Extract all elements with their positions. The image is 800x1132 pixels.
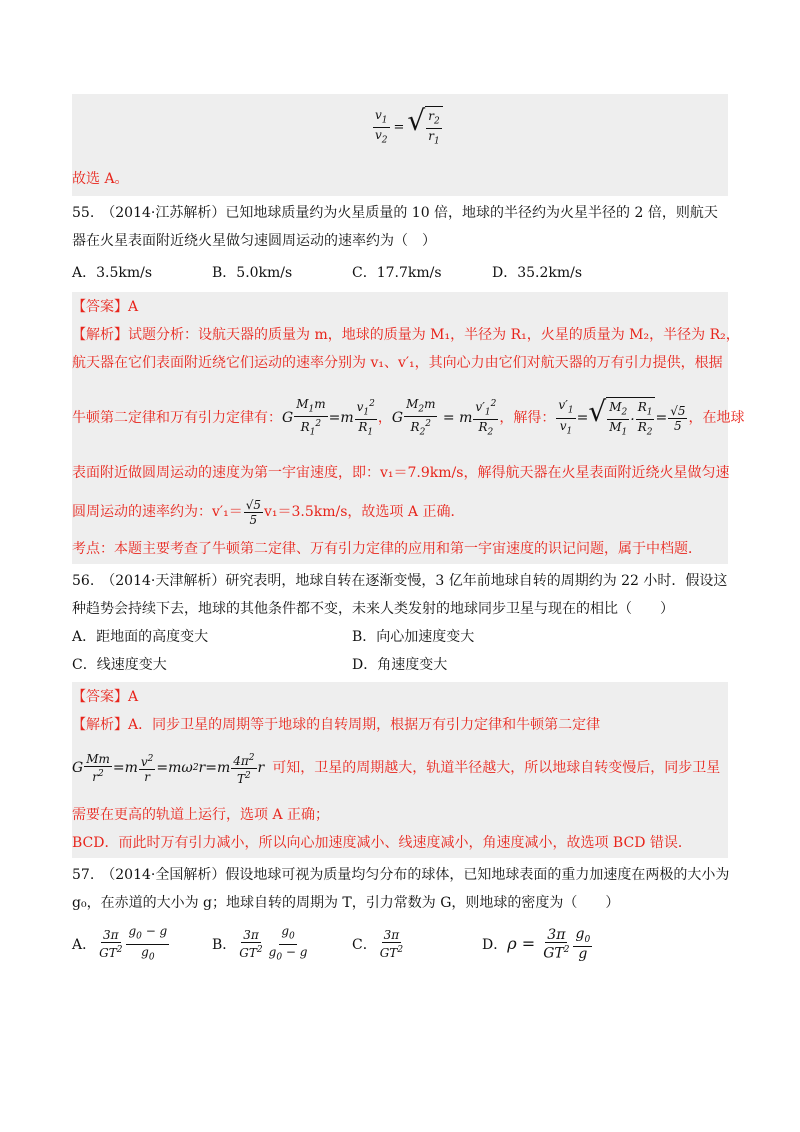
q56-analysis-line4: BCD．而此时万有引力减小，所以向心加速度减小、线速度减小，角速度减小，故选项 BCD 错误． — [72, 835, 692, 851]
q55-analysis-line2: 航天器在它们表面附近绕它们运动的速率分别为 v₁、v′₁，其向心力由它们对航天器的万有引力提供，根据 — [72, 355, 723, 371]
q55-option-a: A．3.5km/s — [72, 265, 153, 281]
q57-option-a: A． $\frac{3\pi}{GT^2}$ $\frac{g_0 - g}{g_0}$ — [72, 924, 168, 962]
q56-option-d: D．角速度变大 — [352, 657, 448, 673]
q56-analysis-line3: 需要在更高的轨道上运行，选项 A 正确； — [72, 807, 330, 823]
q56-stem-line2: 种趋势会持续下去，地球的其他条件都不变，未来人类发射的地球同步卫星与现在的相比（ ） — [72, 601, 674, 617]
conclusion-a: 故选 A。 — [72, 162, 728, 196]
velocity-ratio-result: $\frac{v'_1}{v_1}$ = √ $\frac{M_2}{M_1}$ · $\frac{R_1}{R_2}$ = $\frac{√5}{5}$ — [558, 394, 686, 438]
q57-options — [72, 918, 728, 970]
q56-answer: 【答案】A — [72, 689, 139, 705]
q57-stem-line1: 57. （2014·全国解析）假设地球可视为质量均匀分布的球体，已知地球表面的重力加速度在两极的大小为 — [72, 867, 730, 883]
q57-option-c: C． $\frac{3\pi}{GT^2}$ — [352, 928, 404, 960]
q55-stem-line1: 55. （2014·江苏解析）已知地球质量约为火星质量的 10 倍，地球的半径约为火星半径的 2 倍，则航天 — [72, 205, 718, 221]
velocity-ratio-formula: $\frac{v_1}{v_2}$ = √ $\frac{r_2}{r_1}$ — [372, 106, 443, 149]
q56-option-a: A．距地面的高度变大 — [72, 629, 209, 645]
q55-answer: 【答案】A — [72, 299, 139, 315]
q56-stem-line1: 56. （2014·天津解析）研究表明，地球自转在逐渐变慢，3 亿年前地球自转的周期约为 22 小时．假设这 — [72, 573, 728, 589]
q56-option-b: B．向心加速度变大 — [352, 629, 475, 645]
q55-option-d: D．35.2km/s — [492, 265, 583, 281]
q55-solution-block — [72, 292, 745, 564]
q56-option-c: C．线速度变大 — [72, 657, 167, 673]
q55-analysis-line5: 圆周运动的速率约为：v′₁＝ $\frac{√5}{5}$ v₁＝3.5km/s，故选项 A 正确． — [72, 497, 465, 527]
top-formula-block — [72, 94, 728, 162]
q56-options-row1 — [72, 626, 728, 648]
q56-solution-block — [72, 682, 728, 858]
q55-analysis-line1: 【解析】试题分析：设航天器的质量为 m，地球的质量为 M₁，半径为 R₁，火星的质量为 M₂，半径为 R₂， — [72, 327, 740, 343]
q57-option-b: B． $\frac{3\pi}{GT^2}$ $\frac{g_0}{g_0 - g}$ — [212, 924, 308, 962]
q57-stem-line2: g₀，在赤道的大小为 g；地球自转的周期为 T，引力常数为 G，则地球的密度为（ ） — [72, 895, 620, 911]
q56-analysis-line2: G $\frac{Mm}{r^2}$ =m $\frac{v^2}{r}$ =mω 2 r=m $\frac{4\pi^2}{T^2}$ r 可知，卫星的周期越大，轨道半径越大，所以地球自转变慢后，同步卫星 — [72, 752, 721, 786]
q55-analysis-line3: 牛顿第二定律和万有引力定律有： G $\frac{M_1m}{R_1^2}$ =m $\frac{v_1^2}{R_1}$ ， G $\frac{M_2m}{R_2^2}$ = m $\frac{v'_1^2}{R_2}$ ，解得： $\frac{v'_1}{v_1}$ = √ $\frac{M_2}{M_1}$ · $\frac{R_1}{R_2}$ = $\frac{√5}{5}$ ，在地球 — [72, 394, 745, 438]
document-page — [72, 94, 745, 970]
mars-gravity-equation: G $\frac{M_2m}{R_2^2}$ = m $\frac{v'_1^2}{R_2}$ — [391, 396, 497, 438]
q56-analysis-line1: 【解析】A．同步卫星的周期等于地球的自转周期，根据万有引力定律和牛顿第二定律 — [72, 717, 601, 733]
q55-option-c: C．17.7km/s — [352, 265, 442, 281]
q55-kaodian: 考点：本题主要考查了牛顿第二定律、万有引力定律的应用和第一宇宙速度的识记问题，属于中档题． — [72, 541, 702, 557]
q55-stem-line2: 器在火星表面附近绕火星做匀速圆周运动的速率约为（ ） — [72, 233, 436, 249]
q55-options — [72, 262, 728, 284]
q55-option-b: B．5.0km/s — [212, 265, 293, 281]
earth-gravity-equation: G $\frac{M_1m}{R_1^2}$ =m $\frac{v_1^2}{R_1}$ — [282, 396, 375, 438]
q56-options-row2 — [72, 654, 728, 676]
q55-analysis-line4: 表面附近做圆周运动的速度为第一宇宙速度，即：v₁＝7.9km/s，解得航天器在火星表面附近绕火星做匀速 — [72, 465, 730, 481]
orbit-equation: G $\frac{Mm}{r^2}$ =m $\frac{v^2}{r}$ =mω 2 r=m $\frac{4\pi^2}{T^2}$ r — [72, 752, 265, 786]
q57-option-d: D． ρ = $\frac{3\pi}{GT^2}$ $\frac{g_0}{g}$ — [482, 925, 591, 963]
